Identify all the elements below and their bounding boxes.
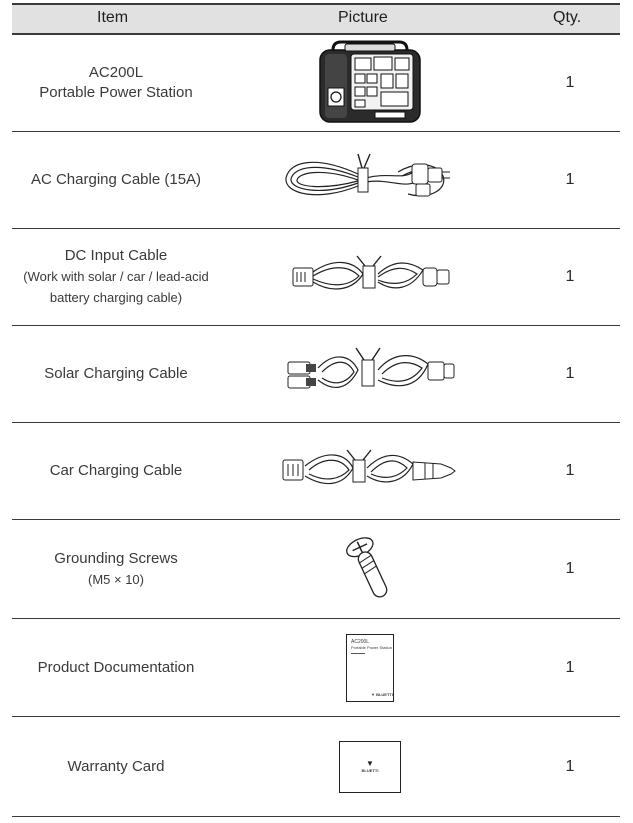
manual-cover-rule [351, 653, 365, 654]
manual-cover-subtitle: Portable Power Station [351, 644, 392, 650]
qty-cell: 1 [565, 171, 575, 188]
item-name: Product Documentation [37, 658, 195, 676]
item-cell [12, 520, 220, 618]
table-row [12, 229, 620, 326]
item-cell [12, 619, 220, 716]
item-name: Car Charging Cable [49, 462, 183, 479]
table-row [12, 717, 620, 817]
picture-cell [220, 132, 520, 228]
picture-cell [220, 423, 520, 519]
power-station-icon [315, 40, 425, 126]
table-row [12, 423, 620, 520]
qty-cell: 1 [565, 74, 575, 91]
picture-cell [220, 717, 520, 816]
item-subtitle: Portable Power Station [39, 84, 193, 101]
item-name: Solar Charging Cable [44, 365, 188, 382]
header-qty: Qty. [553, 9, 582, 26]
picture-cell [220, 520, 520, 618]
picture-cell [220, 326, 520, 422]
item-cell [12, 326, 220, 422]
manual-brand: BLUETTI [376, 691, 393, 697]
item-cell [12, 717, 220, 816]
dc-cable-icon [283, 252, 458, 302]
contents-table [12, 3, 620, 817]
item-cell [12, 132, 220, 228]
qty-cell: 1 [565, 658, 575, 676]
item-name: Warranty Card [67, 757, 165, 775]
table-row [12, 520, 620, 619]
qty-cell: 1 [565, 560, 575, 577]
solar-cable-icon [278, 344, 463, 404]
qty-cell: 1 [565, 757, 575, 775]
item-subtitle: (Work with solar / car / lead-acid [23, 269, 209, 284]
bluetti-logo-icon: ▼ BLUETTI [371, 691, 393, 697]
item-subtitle: (M5 × 10) [88, 571, 144, 587]
table-row [12, 132, 620, 229]
picture-cell [220, 229, 520, 325]
item-name: AC Charging Cable (15A) [30, 171, 202, 188]
warranty-brand: BLUETTI [361, 768, 379, 773]
screw-icon [340, 529, 400, 609]
item-name: Grounding Screws [54, 549, 178, 567]
table-row [12, 326, 620, 423]
warranty-card-icon [339, 741, 401, 793]
picture-cell [220, 619, 520, 716]
item-cell [12, 35, 220, 131]
item-cell [12, 423, 220, 519]
car-cable-icon [275, 446, 465, 496]
manual-cover-title: AC200L [351, 638, 370, 645]
table-row [12, 619, 620, 717]
item-subtitle-2: battery charging cable) [49, 290, 183, 305]
item-name: DC Input Cable [64, 247, 168, 264]
item-name: AC200L [88, 64, 144, 81]
qty-cell: 1 [565, 268, 575, 285]
bluetti-logo-icon: ▼ [366, 759, 374, 768]
table-header [12, 3, 620, 35]
qty-cell: 1 [565, 462, 575, 479]
manual-icon [346, 634, 394, 702]
ac-cable-icon [278, 150, 463, 210]
picture-cell [220, 35, 520, 131]
header-picture: Picture [338, 9, 388, 26]
header-item: Item [97, 9, 129, 26]
qty-cell: 1 [565, 365, 575, 382]
table-row [12, 35, 620, 132]
item-cell [12, 229, 220, 325]
